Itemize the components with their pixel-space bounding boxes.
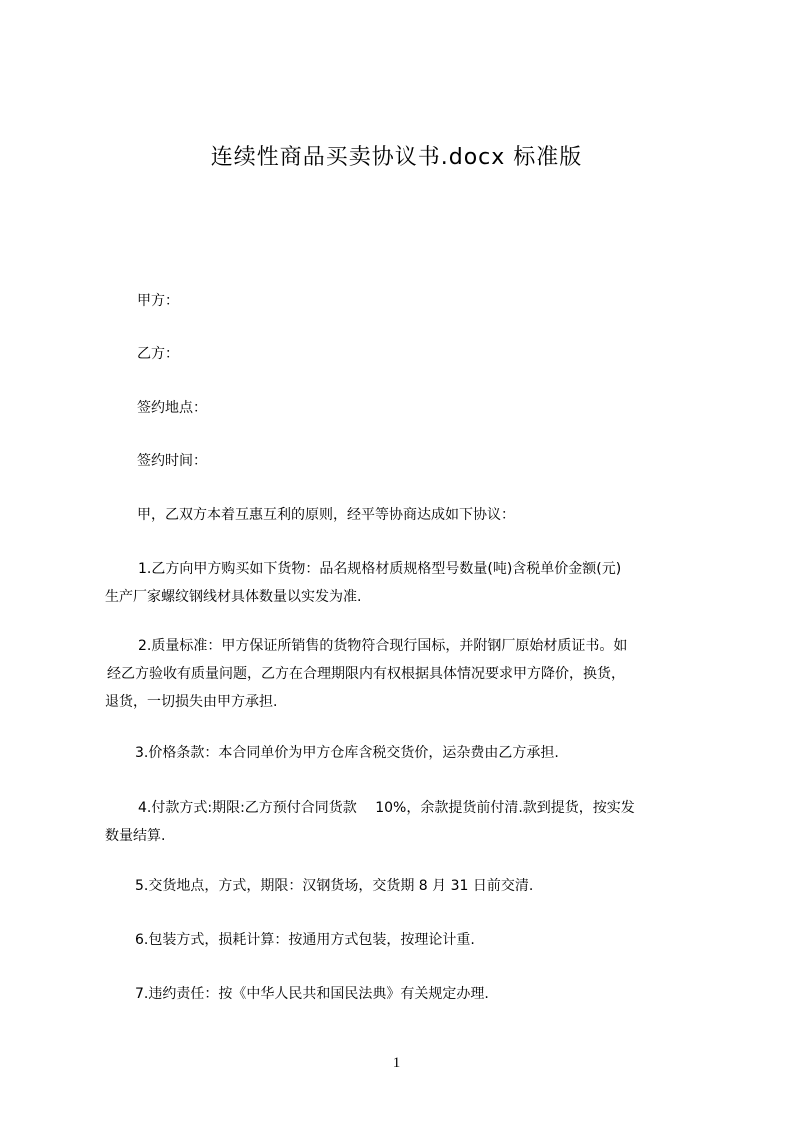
sign-time-field: 签约时间： (137, 453, 207, 469)
clause-6 (105, 926, 705, 954)
clause-4 (105, 794, 705, 850)
intro-paragraph: 甲，乙双方本着互惠互利的原则，经平等协商达成如下协议： (137, 507, 515, 523)
party-b-field: 乙方： (137, 346, 179, 362)
clause-7 (105, 980, 705, 1008)
clause-4-line-1: 4.付款方式:期限:乙方预付合同货款 10%，余款提货前付清.款到提货，按实发 (138, 800, 635, 816)
sign-place-field: 签约地点： (137, 400, 207, 416)
clause-4-line-2: 数量结算. (105, 828, 166, 844)
clause-7-line-1: 7.违约责任：按《中华人民共和国民法典》有关规定办理. (135, 986, 489, 1002)
clause-3 (105, 739, 705, 767)
clause-2-line-2: 经乙方验收有质量问题，乙方在合理期限内有权根据具体情况要求甲方降价，换货， (107, 666, 625, 682)
clause-2 (105, 632, 705, 716)
clause-5-line-1: 5.交货地点，方式，期限：汉钢货场，交货期 8 月 31 日前交清. (135, 878, 534, 894)
party-a-field: 甲方： (137, 293, 179, 309)
clause-2-line-3: 退货，一切损失由甲方承担. (105, 694, 278, 710)
clause-1 (105, 555, 705, 611)
clause-3-line-1: 3.价格条款：本合同单价为甲方仓库含税交货价，运杂费由乙方承担. (135, 745, 559, 761)
page-number: 1 (392, 1055, 401, 1071)
clause-1-line-2: 生产厂家螺纹钢线材具体数量以实发为准. (105, 589, 362, 605)
clause-1-line-1: 1.乙方向甲方购买如下货物：品名规格材质规格型号数量(吨)含税单价金额(元) (138, 561, 622, 577)
document-title: 连续性商品买卖协议书.docx 标准版 (210, 145, 583, 170)
clause-2-line-1: 2.质量标准：甲方保证所销售的货物符合现行国标，并附钢厂原始材质证书。如 (138, 638, 628, 654)
clause-6-line-1: 6.包装方式，损耗计算：按通用方式包装，按理论计重. (135, 932, 475, 948)
clause-5 (105, 872, 705, 900)
